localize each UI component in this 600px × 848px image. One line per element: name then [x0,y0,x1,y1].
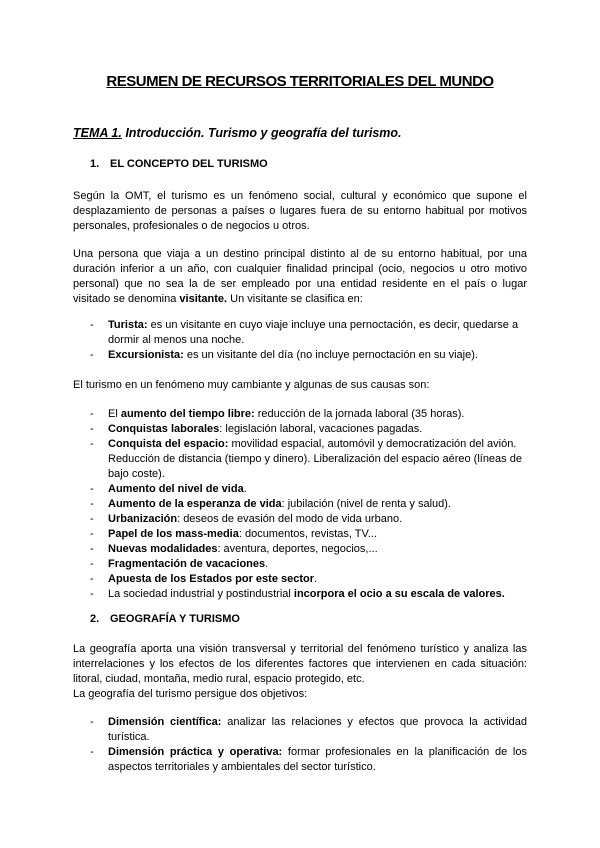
term: aumento del tiempo libre: [120,408,255,420]
definition: formar profesionales en la planificación de los aspectos territoriales y ambientales del sector turístico. [108,746,527,773]
list-item [90,437,527,482]
bullet-dash: - [90,528,94,540]
list-item-turista [90,318,527,348]
bullet-dash: - [90,573,94,585]
text-run: visitado se denomina [73,293,180,305]
paragraph-causes-intro [73,378,527,393]
text-run: : legislación laboral, vacaciones pagadas. [219,423,423,435]
list-item-dimension-practica [90,745,527,775]
visitor-types-list [90,318,527,363]
term: Apuesta de los Estados por este sector [108,573,315,585]
bullet-dash: - [90,483,94,495]
bullet-dash: - [90,423,94,435]
paragraph-visitante [73,247,527,307]
section-2-title: GEOGRAFÍA Y TURISMO [110,613,240,625]
paragraph-line: personal) que no sea la de ser empleado por una entidad residente en el país o lugar [73,278,527,290]
list-item [90,512,527,527]
section-2-number: 2. [90,613,100,625]
bullet-dash: - [90,558,94,570]
term: Conquistas laborales [108,423,220,435]
paragraph-line: personales, profesionales o de negocios u otros. [73,220,310,232]
term-visitante: visitante. [179,293,228,305]
term: Fragmentación de vacaciones [108,558,266,570]
list-item [90,497,527,512]
term: incorpora el ocio a su escala de valores. [293,588,505,600]
objectives-list [90,715,527,775]
bullet-dash: - [90,716,94,728]
text-run: reducción de la jornada laboral (35 horas). [254,408,465,420]
bullet-dash: - [90,349,94,361]
text-run: Un visitante se clasifica en: [227,293,363,305]
list-item-dimension-cientifica [90,715,527,745]
term: Dimensión práctica y operativa: [108,746,283,758]
list-item-excursionista [90,348,527,363]
text-run: movilidad espacial, automóvil y democratización del avión. Reducción de distancia (tiempo y dinero). Liberalización del espacio aéreo (líneas de bajo coste). [108,438,522,480]
definition: es un visitante en cuyo viaje incluye una pernoctación, es decir, quedarse a dormir al menos una noche. [108,319,519,346]
list-item [90,572,527,587]
term: Nuevas modalidades [108,543,218,555]
causes-list [90,407,527,602]
text-run: . [314,573,318,585]
paragraph-line: Una persona que viaja a un destino principal distinto al de su entorno habitual, por una [73,248,527,260]
text-run: La sociedad industrial y postindustrial [108,588,294,600]
paragraph-text: El turismo en un fenómeno muy cambiante y algunas de sus causas son: [73,379,430,391]
paragraph-geografia [73,642,527,702]
list-item [90,557,527,572]
definition: analizar las relaciones y efectos que provoca la actividad turística. [108,716,527,743]
bullet-dash: - [90,408,94,420]
term: Aumento del nivel de vida [108,483,244,495]
paragraph-line: Según la OMT, el turismo es un fenómeno social, cultural y económico que supone el [73,190,527,202]
list-item [90,542,527,557]
paragraph-line: La geografía del turismo persigue dos objetivos: [73,688,308,700]
paragraph-line: desplazamiento de personas a países o lugares fuera de su entorno habitual por motivos [73,205,527,217]
section-2-heading [90,612,240,627]
bullet-dash: - [90,498,94,510]
text-run: : jubilación (nivel de renta y salud). [281,498,451,510]
bullet-dash: - [90,746,94,758]
section-1-number: 1. [90,158,100,170]
text-run: . [243,483,247,495]
paragraph-line: duración inferior a un año, con cualquier finalidad principal (ocio, negocios u otro motivo [73,263,527,275]
document-title: RESUMEN DE RECURSOS TERRITORIALES DEL MUNDO [106,73,494,90]
paragraph-line [73,292,527,307]
text-run: . [265,558,269,570]
text-run: : documentos, revistas, TV... [238,528,378,540]
paragraph-line: interrelaciones y los efectos de los diferentes factores que intervienen en cada situación: [73,658,527,670]
definition: es un visitante del día (no incluye pernoctación en su viaje). [183,349,478,361]
bullet-dash: - [90,588,94,600]
list-item [90,407,527,422]
term: Dimensión científica: [108,716,222,728]
text-run: El [108,408,121,420]
tema-heading [73,126,402,141]
tema-text: Introducción. Turismo y geografía del turismo. [121,126,402,140]
paragraph-line: La geografía aporta una visión transversal y territorial del fenómeno turístico y analiza las [73,643,527,655]
bullet-dash: - [90,319,94,331]
term: Conquista del espacio: [108,438,229,450]
list-item [90,482,527,497]
bullet-dash: - [90,543,94,555]
term: Excursionista: [108,349,184,361]
term: Papel de los mass-media [108,528,239,540]
tema-number: TEMA 1. [73,126,122,140]
list-item [90,422,527,437]
bullet-dash: - [90,513,94,525]
text-run: : deseos de evasión del modo de vida urbano. [177,513,403,525]
section-1-title: EL CONCEPTO DEL TURISMO [110,158,268,170]
term: Aumento de la esperanza de vida [108,498,282,510]
term: Urbanización [108,513,178,525]
paragraph-line: litoral, ciudad, montaña, medio rural, espacio protegido, etc. [73,673,365,685]
text-run: : aventura, deportes, negocios,... [217,543,378,555]
list-item [90,587,527,602]
list-item [90,527,527,542]
paragraph-omt [73,189,527,234]
term: Turista: [108,319,148,331]
bullet-dash: - [90,438,94,450]
section-1-heading [90,157,268,172]
